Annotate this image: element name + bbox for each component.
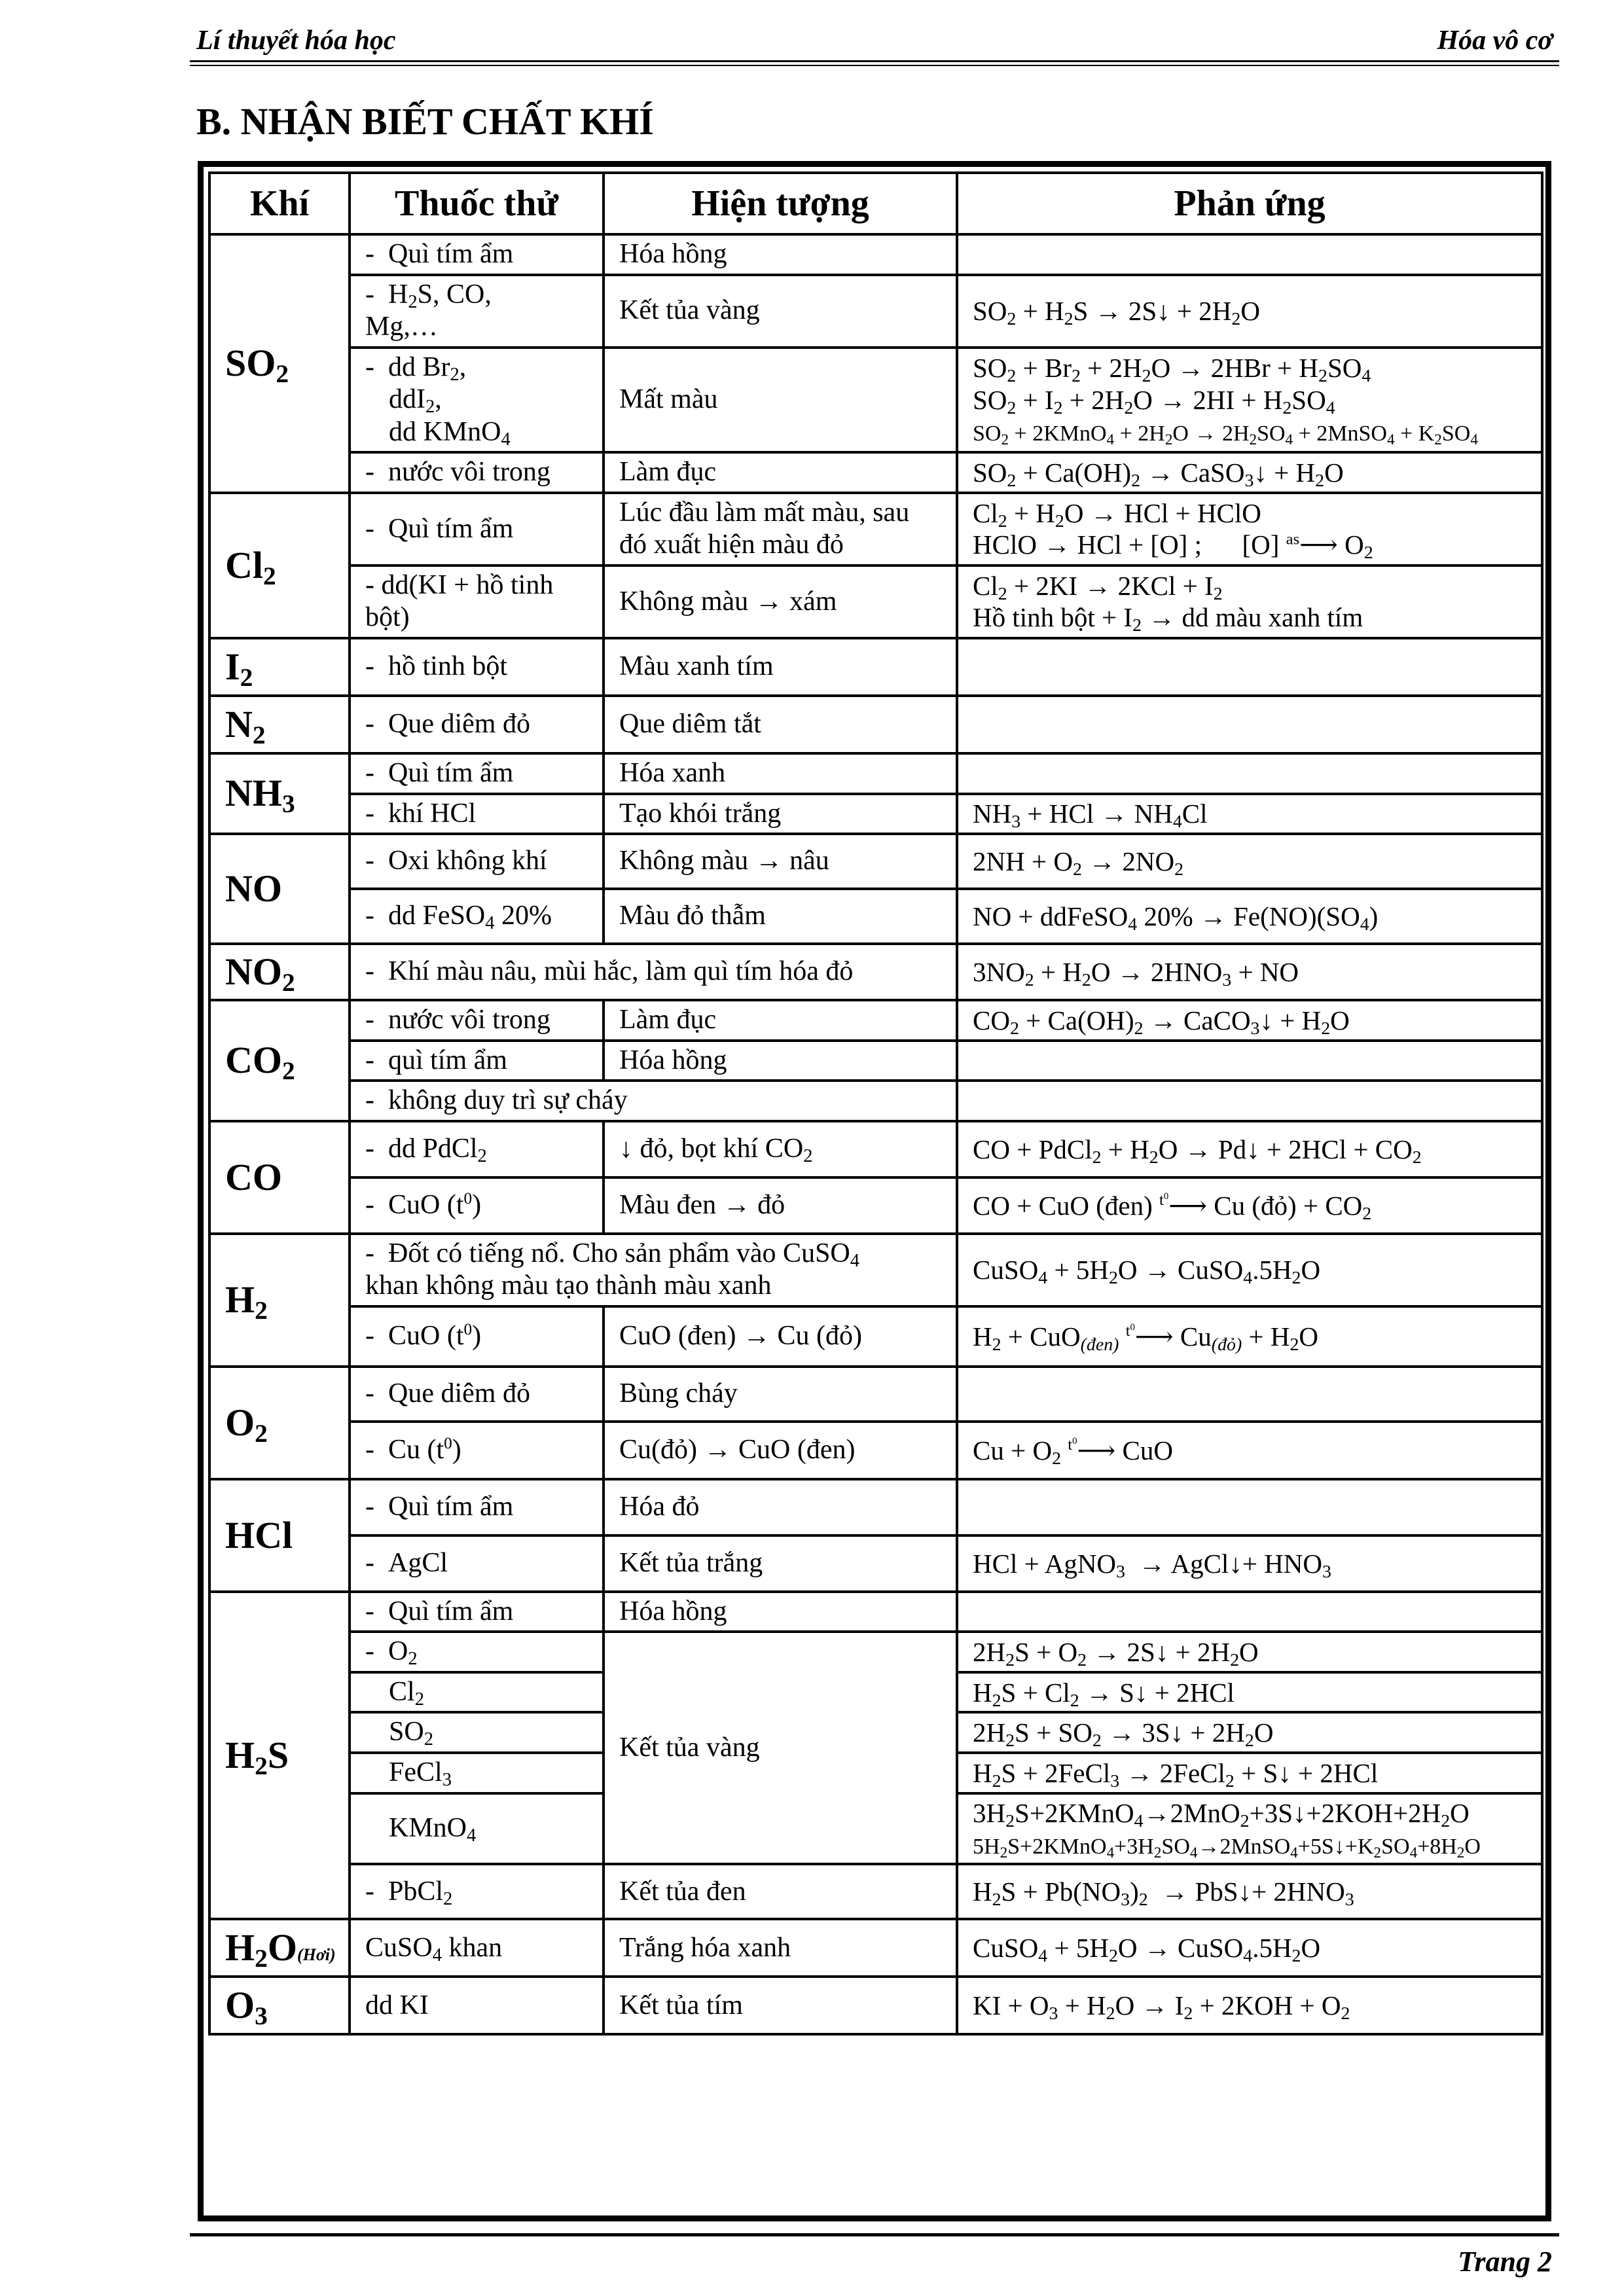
table-row — [209, 1919, 1542, 1977]
gas-cell: $H_2O(Hơi)$ — [209, 1919, 350, 1977]
reaction-cell — [957, 1592, 1542, 1632]
reaction-cell: $H_2S + Pb(NO_3)_2$ → PbS↓+ $2HNO_3$ — [957, 1864, 1542, 1919]
table-row — [209, 753, 1542, 794]
table-header-row — [209, 173, 1542, 234]
header-right: Hóa vô cơ — [1437, 26, 1553, 56]
reagent-cell: - AgCl — [350, 1535, 604, 1592]
reagent-cell: - Đốt có tiếng nổ. Cho sản phẩm vào CuSO$_4$ khan không màu tạo thành màu xanh — [350, 1234, 957, 1306]
table-row — [209, 1000, 1542, 1041]
col-header-gas: Khí — [209, 173, 350, 234]
reaction-cell: $H_2 + CuO_{(đen)}$ $^{t^0}$⟶ $Cu_{(đỏ)} + H_2O$ — [957, 1306, 1542, 1367]
reaction-cell: $Cl_2 + H_2O$ → HCl + HClO HClO → HCl + [O] ; [O] $^{as}$⟶ $O_2$ — [957, 493, 1542, 565]
table-row — [209, 1041, 1542, 1081]
page-number: Trang 2 — [1458, 2246, 1552, 2278]
reaction-cell: $SO_2 + Br_2 + 2H_2O \to 2HBr + H_2SO_4$ $SO_2 + I_2 + 2H_2O \to 2HI + H_2SO_4$ $SO_2$ + 2KMnO$_4$ + $2H_2O \to 2H_2SO_4$ + 2MnSO$_4$ + $K_2SO_4$ — [957, 348, 1542, 453]
reaction-cell: $NH_3$ + HCl → $NH_4Cl$ — [957, 794, 1542, 834]
reaction-cell: $SO_2 + H_2S$ → 2S↓ + $2H_2O$ — [957, 275, 1542, 348]
reagent-cell: - Quì tím ẩm — [350, 753, 604, 794]
gas-cell: $O_3$ — [209, 1977, 350, 2034]
header-left: Lí thuyết hóa học — [196, 26, 396, 56]
table-row — [209, 1535, 1542, 1592]
section-title: B. NHẬN BIẾT CHẤT KHÍ — [196, 100, 654, 143]
reaction-cell: $CO_2 + Ca(OH)_2$ → CaCO$_3$↓ + $H_2O$ — [957, 1000, 1542, 1041]
table-row — [209, 275, 1542, 348]
phenomenon-cell: Tạo khói trắng — [604, 794, 957, 834]
gas-cell: $NH_3$ — [209, 753, 350, 834]
reagent-cell: - Khí màu nâu, mùi hắc, làm quì tím hóa đỏ — [350, 944, 957, 1000]
reagent-cell: FeCl$_3$ — [350, 1753, 604, 1793]
phenomenon-cell: Không màu → xám — [604, 565, 957, 638]
reaction-cell — [957, 638, 1542, 696]
phenomenon-cell: Que diêm tắt — [604, 696, 957, 753]
phenomenon-cell: Màu đen → đỏ — [604, 1177, 957, 1234]
gas-identification-table — [208, 171, 1543, 2036]
phenomenon-cell: Kết tủa trắng — [604, 1535, 957, 1592]
table-row — [209, 834, 1542, 889]
reagent-cell: - Quì tím ẩm — [350, 234, 604, 275]
reagent-cell: CuSO$_4$ khan — [350, 1919, 604, 1977]
gas-cell: $SO_2$ — [209, 234, 350, 493]
reaction-cell: CuSO$_4$ + $5H_2O$ → $CuSO_4.5H_2O$ — [957, 1234, 1542, 1306]
phenomenon-cell: Mất màu — [604, 348, 957, 453]
table-row — [209, 1081, 1542, 1121]
reagent-cell: - Quì tím ẩm — [350, 493, 604, 565]
reaction-cell — [957, 753, 1542, 794]
phenomenon-cell: Làm đục — [604, 1000, 957, 1041]
reagent-cell: - PbCl$_2$ — [350, 1864, 604, 1919]
gas-cell: HCl — [209, 1479, 350, 1592]
phenomenon-cell: Hóa hồng — [604, 1592, 957, 1632]
reagent-cell: - dd $Br_2$, ddI$_2$, dd KMnO$_4$ — [350, 348, 604, 453]
phenomenon-cell: Màu đỏ thẫm — [604, 889, 957, 944]
reagent-cell: - CuO $(t^0)$ — [350, 1177, 604, 1234]
table-row — [209, 794, 1542, 834]
phenomenon-cell: Hóa đỏ — [604, 1479, 957, 1535]
phenomenon-cell: Hóa hồng — [604, 1041, 957, 1081]
reagent-cell: - dd PdCl$_2$ — [350, 1121, 604, 1177]
table-row — [209, 1367, 1542, 1422]
table-row — [209, 1177, 1542, 1234]
table-row — [209, 696, 1542, 753]
table-row — [209, 1234, 1542, 1306]
phenomenon-cell: Kết tủa vàng — [604, 275, 957, 348]
reaction-cell: CO + CuO (đen) $^{t^0}$⟶ Cu (đỏ) + $CO_2$ — [957, 1177, 1542, 1234]
reaction-cell — [957, 696, 1542, 753]
reaction-cell — [957, 1367, 1542, 1422]
table-row — [209, 565, 1542, 638]
reagent-cell: - Que diêm đỏ — [350, 696, 604, 753]
table-row — [209, 1632, 1542, 1672]
reagent-cell: dd KI — [350, 1977, 604, 2034]
reaction-cell: $SO_2 + Ca(OH)_2$ → CaSO$_3$↓ + $H_2O$ — [957, 452, 1542, 493]
reagent-cell: - $O_2$ — [350, 1632, 604, 1672]
phenomenon-cell: Làm đục — [604, 452, 957, 493]
table-row — [209, 889, 1542, 944]
gas-cell: $I_2$ — [209, 638, 350, 696]
reaction-cell: KI + $O_3 + H_2O \to I_2 + 2KOH + O_2$ — [957, 1977, 1542, 2034]
reaction-cell: $2H_2S + O_2$ → 2S↓ + $2H_2O$ — [957, 1632, 1542, 1672]
page-header — [190, 20, 1559, 59]
reagent-cell: $SO_2$ — [350, 1712, 604, 1753]
phenomenon-cell: Không màu → nâu — [604, 834, 957, 889]
phenomenon-cell: ↓ đỏ, bọt khí $CO_2$ — [604, 1121, 957, 1177]
reagent-cell: - nước vôi trong — [350, 452, 604, 493]
header-rule-2 — [190, 65, 1559, 66]
reagent-cell: - Oxi không khí — [350, 834, 604, 889]
table-row — [209, 452, 1542, 493]
gas-cell: $NO_2$ — [209, 944, 350, 1000]
reaction-cell — [957, 1479, 1542, 1535]
reaction-cell: CO + PdCl$_2$ + $H_2O$ → Pd↓ + $2HCl + CO_2$ — [957, 1121, 1542, 1177]
phenomenon-cell: Lúc đầu làm mất màu, sau đó xuất hiện màu đỏ — [604, 493, 957, 565]
reaction-cell: $2NH + O_2 \to 2NO_2$ — [957, 834, 1542, 889]
reagent-cell: KMnO$_4$ — [350, 1793, 604, 1865]
footer-rule — [190, 2233, 1559, 2236]
gas-cell: $Cl_2$ — [209, 493, 350, 638]
reaction-cell — [957, 234, 1542, 275]
table-row — [209, 1479, 1542, 1535]
table-row — [209, 1422, 1542, 1479]
phenomenon-cell: Màu xanh tím — [604, 638, 957, 696]
reagent-cell: $Cl_2$ — [350, 1672, 604, 1713]
phenomenon-cell: Hóa xanh — [604, 753, 957, 794]
header-rule — [190, 60, 1559, 62]
reagent-cell: - hồ tinh bột — [350, 638, 604, 696]
reagent-cell: - khí HCl — [350, 794, 604, 834]
reagent-cell: - nước vôi trong — [350, 1000, 604, 1041]
gas-cell: $H_2$ — [209, 1234, 350, 1367]
table-row — [209, 638, 1542, 696]
reagent-cell: - không duy trì sự cháy — [350, 1081, 957, 1121]
table-row — [209, 1306, 1542, 1367]
phenomenon-cell: Hóa hồng — [604, 234, 957, 275]
gas-cell: $N_2$ — [209, 696, 350, 753]
reaction-cell — [957, 1081, 1542, 1121]
reaction-cell: $Cl_2 + 2KI \to 2KCl + I_2$ Hồ tinh bột + $I_2$ → dd màu xanh tím — [957, 565, 1542, 638]
reagent-cell: - Cu $(t^0)$ — [350, 1422, 604, 1479]
gas-cell: $CO_2$ — [209, 1000, 350, 1121]
phenomenon-cell: Cu(đỏ) → CuO (đen) — [604, 1422, 957, 1479]
phenomenon-cell: Kết tủa tím — [604, 1977, 957, 2034]
gas-cell: $H_2S$ — [209, 1592, 350, 1919]
reagent-cell: - Que diêm đỏ — [350, 1367, 604, 1422]
table-row — [209, 1977, 1542, 2034]
reaction-cell: $H_2S + Cl_2$ → S↓ + 2HCl — [957, 1672, 1542, 1713]
reaction-cell: $H_2S$ + 2FeCl$_3$ → 2FeCl$_2$ + S↓ + 2HCl — [957, 1753, 1542, 1793]
reaction-cell: $3H_2S+2KMnO_4\to 2MnO_2+3S↓+2KOH+2H_2O$ $5H_2S+2KMnO_4+3H_2SO_4\to 2MnSO_4+5S↓+K_2SO_4+8H_2O$ — [957, 1793, 1542, 1865]
phenomenon-cell: Kết tủa đen — [604, 1864, 957, 1919]
phenomenon-cell: Trắng hóa xanh — [604, 1919, 957, 1977]
phenomenon-cell: Kết tủa vàng — [604, 1632, 957, 1864]
col-header-reaction: Phản ứng — [957, 173, 1542, 234]
reagent-cell: - Quì tím ẩm — [350, 1592, 604, 1632]
gas-cell: $O_2$ — [209, 1367, 350, 1479]
reaction-cell: $2H_2S + SO_2$ → 3S↓ + $2H_2O$ — [957, 1712, 1542, 1753]
gas-cell: NO — [209, 834, 350, 944]
gas-cell: CO — [209, 1121, 350, 1234]
reagent-cell: - quì tím ẩm — [350, 1041, 604, 1081]
phenomenon-cell: Bùng cháy — [604, 1367, 957, 1422]
reagent-cell: - $H_2S$, CO, Mg,… — [350, 275, 604, 348]
reaction-cell: CuSO$_4$ + $5H_2O$ → $CuSO_4.5H_2O$ — [957, 1919, 1542, 1977]
table-row — [209, 1592, 1542, 1632]
table-row — [209, 1121, 1542, 1177]
reagent-cell: - dd FeSO$_4$ 20% — [350, 889, 604, 944]
reaction-cell: $3NO_2 + H_2O \to 2HNO_3$ + NO — [957, 944, 1542, 1000]
table-row — [209, 348, 1542, 453]
phenomenon-cell: CuO (đen) → Cu (đỏ) — [604, 1306, 957, 1367]
reaction-cell: HCl + AgNO$_3$ → AgCl↓+ $HNO_3$ — [957, 1535, 1542, 1592]
table-row — [209, 493, 1542, 565]
reagent-cell: - Quì tím ẩm — [350, 1479, 604, 1535]
table-row — [209, 944, 1542, 1000]
reagent-cell: - CuO $(t^0)$ — [350, 1306, 604, 1367]
reaction-cell — [957, 1041, 1542, 1081]
reaction-cell: $Cu + O_2$ $^{t^0}$⟶ CuO — [957, 1422, 1542, 1479]
reagent-cell: - dd(KI + hồ tinh bột) — [350, 565, 604, 638]
table-row — [209, 234, 1542, 275]
col-header-phenomenon: Hiện tượng — [604, 173, 957, 234]
table-row — [209, 1864, 1542, 1919]
reaction-cell: NO + ddFeSO$_4$ $20\% \to Fe(NO)(SO_4)$ — [957, 889, 1542, 944]
col-header-reagent: Thuốc thử — [350, 173, 604, 234]
